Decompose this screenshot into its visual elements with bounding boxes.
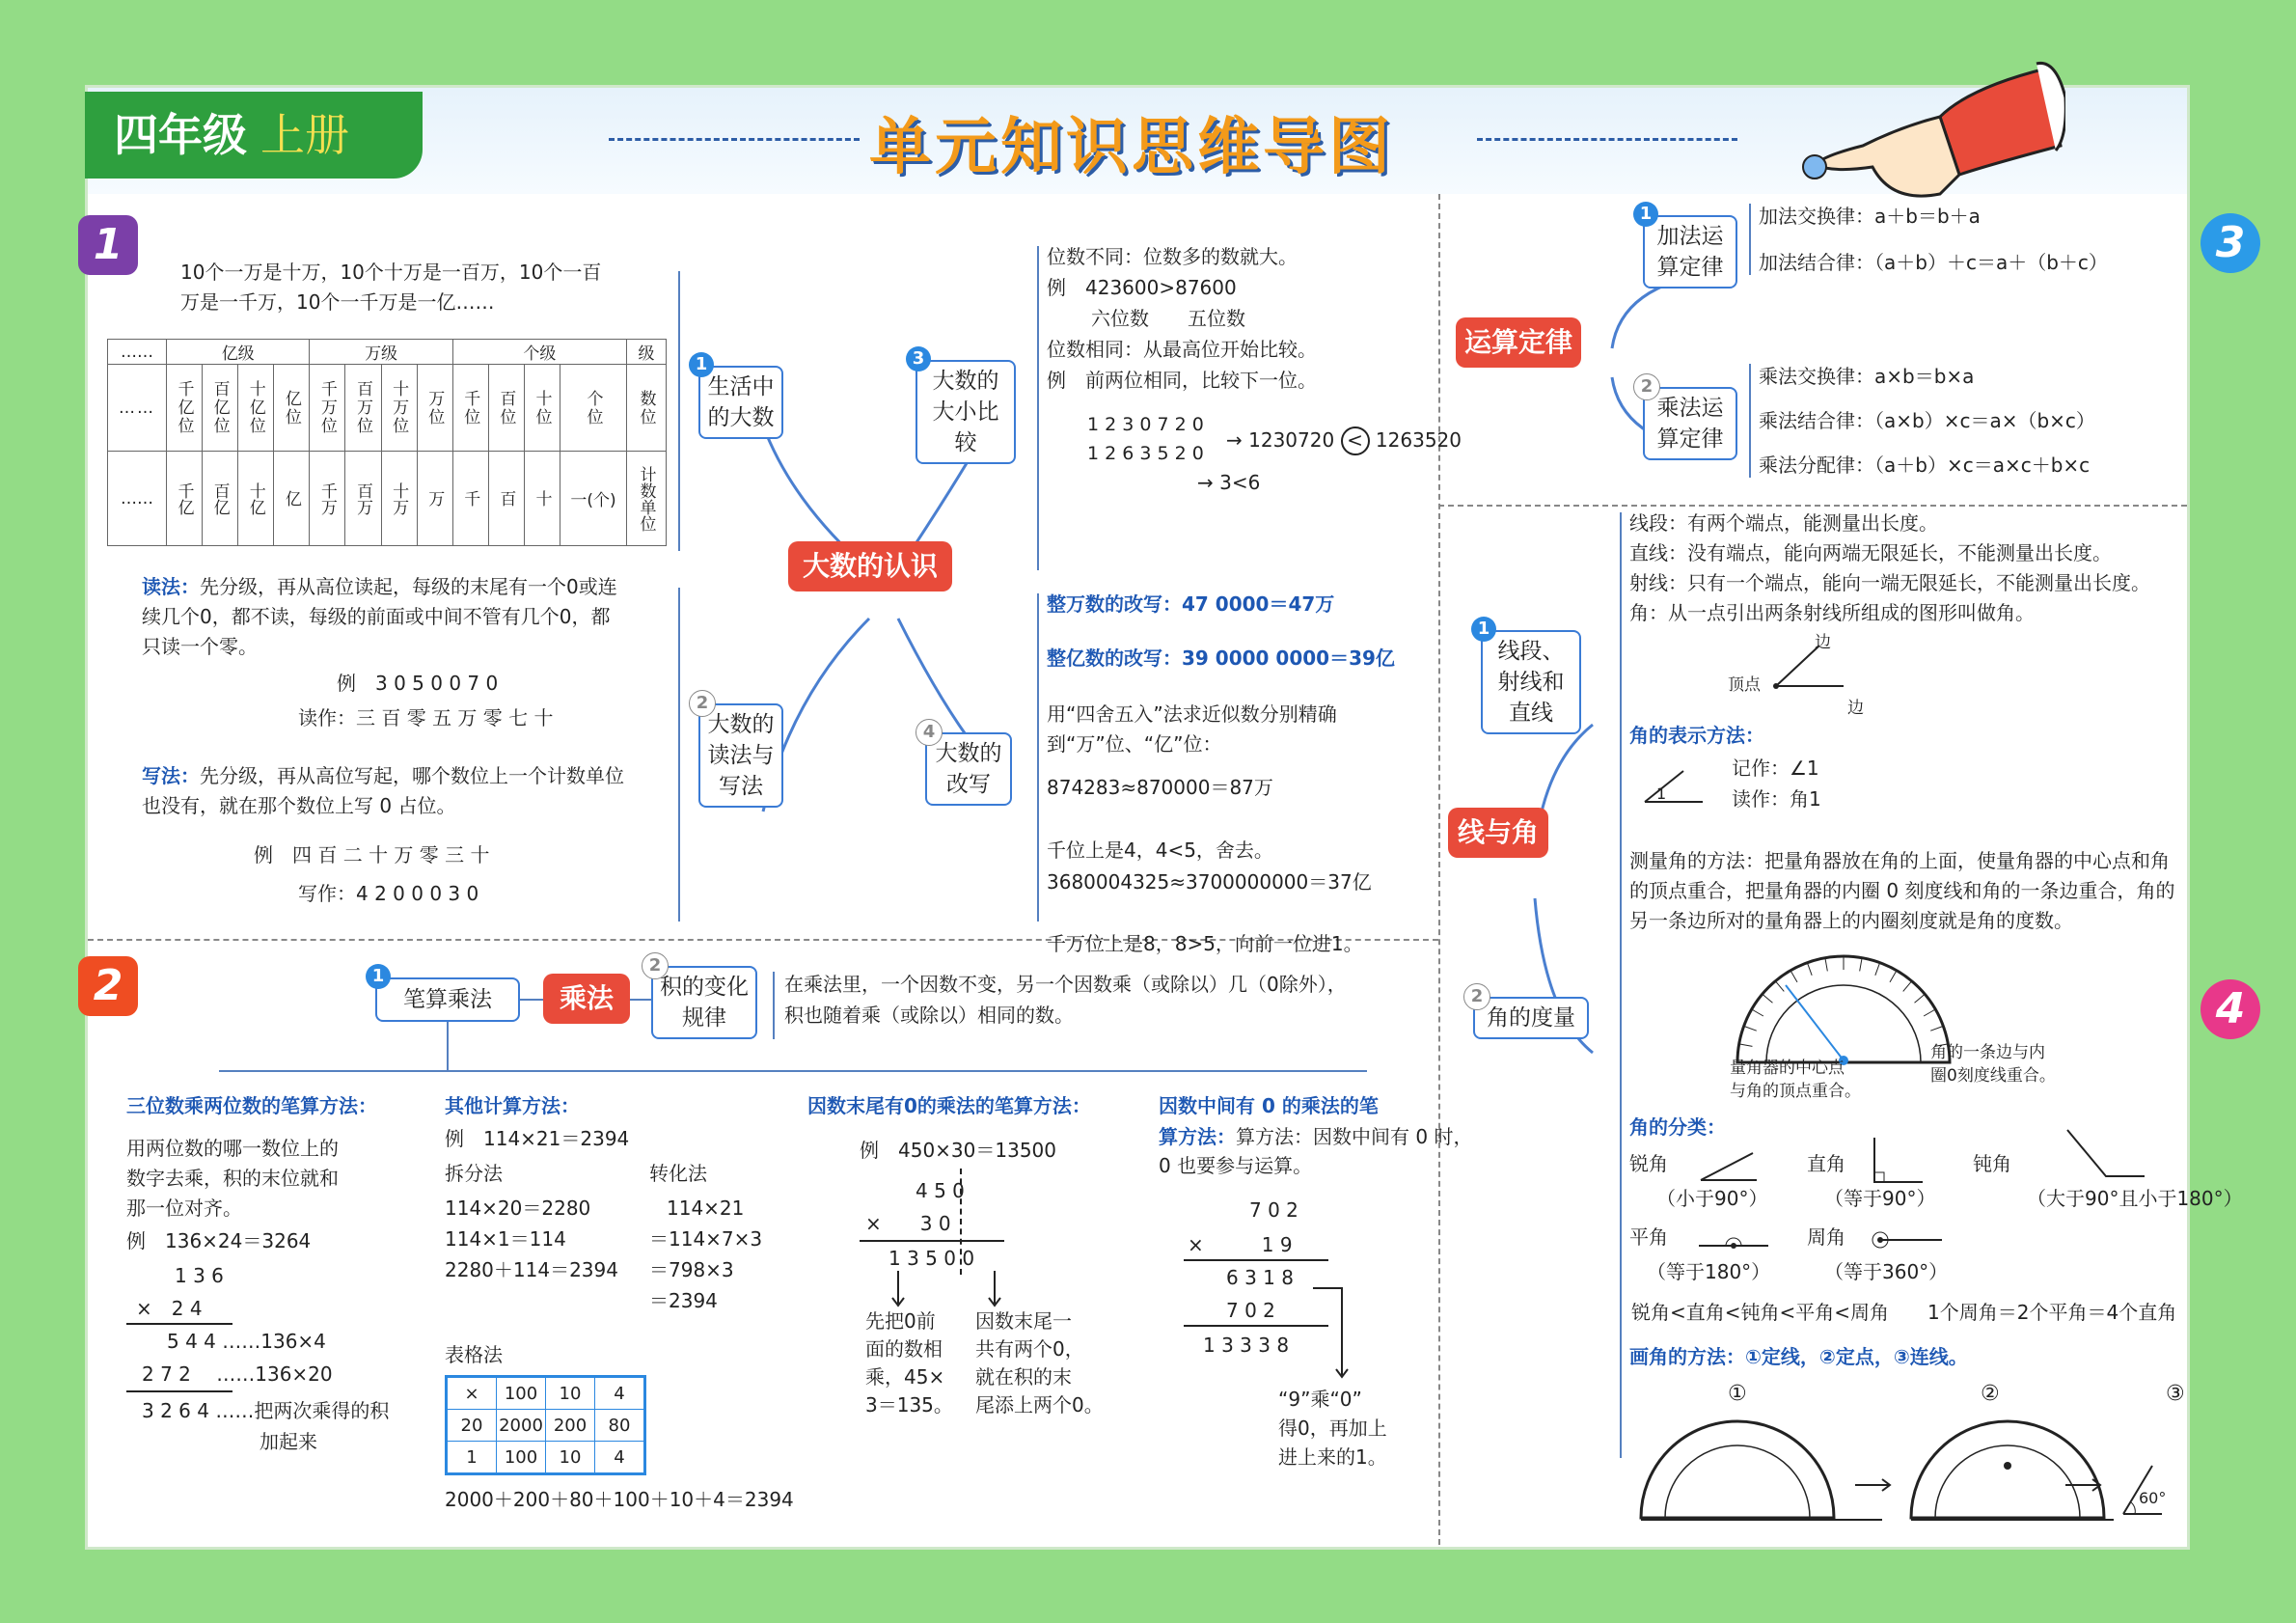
write-text: 先分级，再从高位写起，哪个数位上一个计数单位 xyxy=(200,764,624,787)
table-cell: 万位 xyxy=(417,365,452,452)
acute-angle-icon xyxy=(1695,1147,1763,1186)
right-angle-icon xyxy=(1869,1134,1927,1188)
dashed-guide xyxy=(960,1169,962,1275)
label-side-1: 边 xyxy=(1815,633,1831,652)
digit-compare: 3<6 xyxy=(1219,471,1261,494)
node-label: 大数的改写 xyxy=(935,741,1002,797)
compare-line3: 六位数 五位数 xyxy=(1091,307,1245,330)
def-ray: 射线：只有一个端点，能向一端无限延长，不能测量出长度。 xyxy=(1629,571,2150,594)
u1-write-line1 xyxy=(142,761,624,791)
m3-note1 xyxy=(865,1307,953,1419)
compare-line2: 例 423600>87600 xyxy=(1047,276,1237,299)
m4-line1 xyxy=(1159,1122,1472,1152)
note-line: 先把0前 xyxy=(865,1309,936,1333)
m4-note2: 得0，再加上 xyxy=(1278,1417,1387,1440)
bracket-line xyxy=(1749,204,1751,275)
note-line: 与角的顶点重合。 xyxy=(1730,1082,1861,1101)
table-cell: 十万 xyxy=(381,452,417,546)
table-cell: 个位 xyxy=(560,365,627,452)
law-mul-associative: 乘法结合律：（a×b）×c＝a×（b×c） xyxy=(1759,409,2095,432)
m2-split-1: 114×20＝2280 xyxy=(445,1197,591,1220)
connector xyxy=(219,1070,1367,1072)
table-cell: 一(个) xyxy=(560,452,627,546)
connector xyxy=(447,1022,449,1070)
table-cell: …… xyxy=(108,340,167,365)
node-label: 积的变化规律 xyxy=(660,975,749,1031)
bracket-line xyxy=(1037,246,1039,570)
title-dash-right xyxy=(1477,138,1737,141)
notation-title: 角的表示方法： xyxy=(1629,724,1764,747)
m1-row2: × 2 4 xyxy=(136,1297,203,1320)
label-side-2: 边 xyxy=(1847,699,1864,718)
table-cell: 1 xyxy=(447,1442,497,1474)
pointing-hand-icon xyxy=(1795,59,2065,223)
note-line: 角的一条边与内 xyxy=(1930,1043,2045,1062)
m1-row6: 加起来 xyxy=(260,1430,317,1453)
m3-row1: 4 5 0 xyxy=(916,1179,965,1202)
compare-num2: 1 2 6 3 5 2 0 xyxy=(1087,443,1204,464)
m3-title: 因数末尾有0的乘法的笔算方法： xyxy=(807,1094,1091,1117)
divider-vertical xyxy=(1438,194,1440,1545)
divider-right xyxy=(1438,505,2187,507)
node-read-write xyxy=(696,693,783,808)
compare-digit-result: → 3<6 xyxy=(1197,471,1261,494)
table-cell: 4 xyxy=(595,1377,645,1410)
node-everyday-large-numbers xyxy=(695,354,783,439)
round-angle-icon xyxy=(1869,1223,1946,1255)
node-number-badge: 2 xyxy=(642,952,669,979)
compare-line4: 位数相同：从最高位开始比较。 xyxy=(1047,338,1317,361)
m1-title: 三位数乘两位数的笔算方法： xyxy=(126,1094,377,1117)
m4-line2: 0 也要参与运算。 xyxy=(1159,1154,1313,1177)
compare-line1: 位数不同：位数多的数就大。 xyxy=(1047,245,1298,268)
table-cell: 千万位 xyxy=(310,365,345,452)
m4-note1: “9”乘“0” xyxy=(1278,1388,1362,1411)
u1-write-example: 例 四 百 二 十 万 零 三 十 xyxy=(254,843,490,867)
read-text: 先分级，再从高位读起，每级的末尾有一个0或连 xyxy=(200,575,617,598)
note-line: 量角器的中心点 xyxy=(1730,1059,1845,1078)
table-cell: 计数单位 xyxy=(627,452,667,546)
node-label: 笔算乘法 xyxy=(403,987,492,1012)
u1-read-example: 例 3 0 5 0 0 7 0 xyxy=(337,672,499,695)
node-label: 角的度量 xyxy=(1487,1005,1575,1031)
bracket-line xyxy=(1749,364,1751,478)
step-3: ③ xyxy=(2166,1382,2185,1406)
table-cell: 十万位 xyxy=(381,365,417,452)
table-cell: 百万位 xyxy=(345,365,381,452)
node-compare xyxy=(912,348,1016,464)
rewrite-line3: 用“四舍五入”法求近似数分别精确 xyxy=(1047,702,1337,726)
obtuse-angle-icon xyxy=(2062,1124,2148,1182)
u1-intro-line2: 万是一千万，10个一千万是一亿…… xyxy=(180,290,495,314)
table-cell: 100 xyxy=(497,1442,546,1474)
m4-row5: 1 3 3 3 8 xyxy=(1203,1334,1290,1357)
m2-sum: 2000＋200＋80＋100＋10＋4＝2394 xyxy=(445,1488,794,1511)
table-cell: 10 xyxy=(546,1377,595,1410)
straight-desc: （等于180°） xyxy=(1647,1260,1771,1283)
rewrite-line2: 整亿数的改写：39 0000 0000＝39亿 xyxy=(1047,646,1395,670)
table-cell: 百亿位 xyxy=(203,365,238,452)
m3-arrows xyxy=(879,1271,1014,1309)
title-dash-left xyxy=(609,138,860,141)
table-cell: 十亿 xyxy=(238,452,274,546)
rewrite-line6: 千位上是4，4<5，舍去。 xyxy=(1047,839,1273,862)
table-cell: 千 xyxy=(452,452,488,546)
table-cell: 千位 xyxy=(452,365,488,452)
place-value-table xyxy=(107,339,667,546)
table-cell: 百位 xyxy=(488,365,524,452)
m2-convert-3: ＝798×3 xyxy=(649,1258,734,1281)
table-cell: 千亿 xyxy=(167,452,203,546)
connector xyxy=(520,999,543,1001)
m4-row3: 6 3 1 8 xyxy=(1226,1266,1294,1289)
u1-read-result: 读作：三 百 零 五 万 零 七 十 xyxy=(298,706,554,729)
rule-line xyxy=(126,1390,232,1392)
write-label: 写法： xyxy=(142,764,200,787)
draw-method: 画角的方法：①定线，②定点，③连线。 xyxy=(1629,1345,1968,1368)
table-row xyxy=(108,452,667,546)
node-angle-measure xyxy=(1470,986,1589,1039)
compare-result-left: → 1230720 < 1263520 xyxy=(1226,426,1462,455)
compare-line5: 例 前两位相同，比较下一位。 xyxy=(1047,369,1317,392)
table-cell: 4 xyxy=(595,1442,645,1474)
node-number-badge: 1 xyxy=(1471,617,1496,642)
m2-convert-2: ＝114×7×3 xyxy=(649,1227,763,1251)
node-written-multiplication xyxy=(371,966,520,1022)
m1-row4: 2 7 2 ……136×20 xyxy=(142,1362,333,1386)
m4-title: 因数中间有 0 的乘法的笔 xyxy=(1159,1094,1379,1117)
bracket-line xyxy=(1620,850,1622,1458)
node-label: 生活中的大数 xyxy=(707,374,775,430)
note-line: 3＝135。 xyxy=(865,1393,953,1417)
m2-convert-1: 114×21 xyxy=(667,1197,745,1220)
m3-example: 例 450×30＝13500 xyxy=(860,1139,1057,1162)
rule-line xyxy=(1184,1259,1328,1261)
label-vertex: 顶点 xyxy=(1728,675,1761,695)
table-cell: 千万 xyxy=(310,452,345,546)
round-label: 周角 xyxy=(1807,1225,1845,1249)
acute-label: 锐角 xyxy=(1629,1152,1668,1175)
angle-one-diagram xyxy=(1635,763,1712,812)
compare-num1: 1 2 3 0 7 2 0 xyxy=(1087,414,1204,435)
unit-badge-3: 3 xyxy=(2200,213,2260,273)
m4-row2: × 1 9 xyxy=(1188,1233,1293,1256)
node-label: 加法运算定律 xyxy=(1656,224,1724,280)
node-number-badge: 1 xyxy=(366,964,391,989)
classify-title: 角的分类： xyxy=(1629,1115,1726,1139)
step-2: ② xyxy=(1981,1382,2000,1406)
u1-read-line2: 续几个0，都不读，每级的前面或中间不管有几个0，都 xyxy=(142,605,611,628)
acute-desc: （小于90°） xyxy=(1656,1187,1768,1210)
m4-arrow xyxy=(1284,1284,1361,1381)
table-cell: 百万 xyxy=(345,452,381,546)
table-cell: 级 xyxy=(627,340,667,365)
table-cell: 亿级 xyxy=(167,340,310,365)
protractor-note2 xyxy=(1930,1041,2056,1087)
u1-intro-line1: 10个一万是十万，10个十万是一百万，10个一百 xyxy=(180,261,602,284)
volume-label: 上册 xyxy=(260,109,349,161)
angle-one-label: 1 xyxy=(1656,784,1667,803)
round-desc: （等于360°） xyxy=(1824,1260,1949,1283)
law-add-associative: 加法结合律：（a＋b）＋c＝a＋（b＋c） xyxy=(1759,251,2108,274)
measure-line1: 测量角的方法：把量角器放在角的上面，使量角器的中心点和角 xyxy=(1629,849,2170,872)
angle-order: 锐角<直角<钝角<平角<周角 1个周角＝2个平角＝4个直角 xyxy=(1631,1301,2177,1324)
m2-split-2: 114×1＝114 xyxy=(445,1227,566,1251)
node-lines xyxy=(1477,619,1581,734)
node-number-badge: 1 xyxy=(1633,202,1658,227)
table-cell: 80 xyxy=(595,1410,645,1442)
straight-label: 平角 xyxy=(1629,1225,1668,1249)
m2-title: 其他计算方法： xyxy=(445,1094,580,1117)
node-label: 大数的大小比较 xyxy=(932,369,999,455)
grid-method-table xyxy=(445,1375,646,1475)
unit-badge-1: 1 xyxy=(78,215,138,275)
rewrite-line1: 整万数的改写：47 0000＝47万 xyxy=(1047,592,1335,616)
rewrite-line7: 3680004325≈3700000000＝37亿 xyxy=(1047,870,1372,894)
table-cell: 10 xyxy=(546,1442,595,1474)
law-add-commutative: 加法交换律：a＋b＝b＋a xyxy=(1759,205,1981,228)
table-cell: 十 xyxy=(524,452,560,546)
u3-hub: 运算定律 xyxy=(1456,317,1581,368)
m3-note2 xyxy=(975,1307,1104,1419)
m1-row3: 5 4 4 ……136×4 xyxy=(167,1330,326,1353)
rewrite-line4: 到“万”位、“亿”位： xyxy=(1047,732,1222,756)
table-row xyxy=(108,365,667,452)
grade-tab xyxy=(85,92,423,179)
straight-angle-icon xyxy=(1695,1223,1772,1255)
obtuse-desc: （大于90°且小于180°） xyxy=(2027,1187,2243,1210)
rule-line xyxy=(126,1323,232,1325)
table-cell: 100 xyxy=(497,1377,546,1410)
result-a: 1230720 xyxy=(1248,428,1335,452)
write-as: 记作：∠1 xyxy=(1732,756,1819,780)
table-cell: 亿 xyxy=(274,452,310,546)
node-number-badge: 4 xyxy=(916,719,943,746)
m1-line1: 用两位数的哪一数位上的 xyxy=(126,1137,339,1160)
note-line: 乘，45× xyxy=(865,1365,945,1389)
bracket-line xyxy=(773,972,775,1039)
m2-split-3: 2280＋114＝2394 xyxy=(445,1258,618,1281)
def-segment xyxy=(1629,509,1938,538)
node-multiplication-laws xyxy=(1640,376,1737,460)
note-line: 面的数相 xyxy=(865,1337,943,1361)
angle-diagram xyxy=(1747,638,1863,715)
table-cell: 十位 xyxy=(524,365,560,452)
node-label: 线段、射线和直线 xyxy=(1497,639,1565,726)
result-b: 1263520 xyxy=(1375,428,1462,452)
right-desc: （等于90°） xyxy=(1824,1187,1936,1210)
node-number-badge: 3 xyxy=(906,346,931,371)
table-cell: 个级 xyxy=(452,340,626,365)
less-than-icon: < xyxy=(1341,426,1370,455)
u1-read-line1 xyxy=(142,572,617,602)
table-cell: × xyxy=(447,1377,497,1410)
m2-split-heading: 拆分法 xyxy=(445,1162,503,1185)
bracket-line xyxy=(1037,593,1039,922)
m4-row1: 7 0 2 xyxy=(1249,1198,1298,1222)
table-cell: 千亿位 xyxy=(167,365,203,452)
table-cell: 20 xyxy=(447,1410,497,1442)
product-rule-line2: 积也随着乘（或除以）相同的数。 xyxy=(784,1004,1074,1027)
rewrite-line5: 874283≈870000＝87万 xyxy=(1047,776,1273,799)
m1-row5: 3 2 6 4 ……把两次乘得的积 xyxy=(142,1399,390,1422)
right-label: 直角 xyxy=(1807,1152,1845,1175)
m4-line1-text: 算方法：因数中间有 0 时， xyxy=(1236,1125,1473,1148)
note-line: 尾添上两个0。 xyxy=(975,1393,1104,1417)
unit-badge-4: 4 xyxy=(2200,979,2260,1039)
u2-hub: 乘法 xyxy=(543,974,630,1024)
m2-table-heading: 表格法 xyxy=(445,1343,503,1366)
mindmap-sheet xyxy=(85,85,2246,1550)
def-text: 线段：有两个端点，能测量出长度。 xyxy=(1629,511,1938,535)
connector xyxy=(630,999,651,1001)
node-number-badge: 2 xyxy=(1463,983,1490,1010)
angle-60-label: 60° xyxy=(2139,1489,2167,1507)
table-cell: 200 xyxy=(546,1410,595,1442)
u1-write-line2: 也没有，就在那个数位上写 0 占位。 xyxy=(142,794,456,817)
measure-line2: 的顶点重合，把量角器的内圈 0 刻度线和角的一条边重合，角的 xyxy=(1629,879,2175,902)
table-cell: 十亿位 xyxy=(238,365,274,452)
m1-example: 例 136×24＝3264 xyxy=(126,1229,312,1252)
table-cell: 数位 xyxy=(627,365,667,452)
m3-row2: × 3 0 xyxy=(865,1212,951,1235)
note-line: 圈0刻度线重合。 xyxy=(1930,1066,2056,1086)
def-angle: 角：从一点引出两条射线所组成的图形叫做角。 xyxy=(1629,601,2035,624)
node-label: 大数的读法与写法 xyxy=(707,712,775,799)
protractor-icon xyxy=(1728,947,1959,1072)
law-mul-commutative: 乘法交换律：a×b＝b×a xyxy=(1759,365,1975,388)
table-cell: 百 xyxy=(488,452,524,546)
law-mul-distributive: 乘法分配律：（a＋b）×c＝a×c＋b×c xyxy=(1759,454,2091,477)
node-number-badge: 1 xyxy=(689,352,714,377)
step-1: ① xyxy=(1728,1382,1747,1406)
m4-note3: 进上来的1。 xyxy=(1278,1445,1387,1469)
m2-convert-4: ＝2394 xyxy=(649,1289,718,1312)
u1-read-line3: 只读一个零。 xyxy=(142,635,258,658)
table-row xyxy=(108,340,667,365)
note-line: 就在积的末 xyxy=(975,1365,1072,1389)
m1-line3: 那一位对齐。 xyxy=(126,1197,242,1220)
rewrite-line8: 千万位上是8，8>5，向前一位进1。 xyxy=(1047,932,1363,955)
note-line: 因数末尾一 xyxy=(975,1309,1072,1333)
table-cell: 万级 xyxy=(310,340,452,365)
node-number-badge: 2 xyxy=(689,690,716,717)
table-cell: 2000 xyxy=(497,1410,546,1442)
node-rewrite xyxy=(922,722,1012,806)
bracket-line xyxy=(1620,512,1622,860)
page-title: 单元知识思维导图 xyxy=(869,112,1394,183)
m4-label: 算方法： xyxy=(1159,1125,1236,1148)
table-cell: 万 xyxy=(417,452,452,546)
table-row xyxy=(447,1442,645,1474)
read-as: 读作：角1 xyxy=(1732,787,1821,811)
def-line: 直线：没有端点，能向两端无限延长，不能测量出长度。 xyxy=(1629,541,2112,564)
m4-row4: 7 0 2 xyxy=(1226,1299,1275,1322)
measure-line3: 另一条边所对的量角器上的内圈刻度就是角的度数。 xyxy=(1629,909,2073,932)
table-cell: …… xyxy=(108,365,167,452)
node-number-badge: 2 xyxy=(1633,373,1660,400)
node-label: 乘法运算定律 xyxy=(1656,396,1724,452)
u4-hub: 线与角 xyxy=(1448,808,1548,858)
protractor-note1 xyxy=(1730,1057,1861,1103)
node-addition-laws xyxy=(1639,204,1737,289)
m2-convert-heading: 转化法 xyxy=(649,1162,707,1185)
node-product-rule xyxy=(648,955,757,1039)
table-row xyxy=(447,1377,645,1410)
table-cell: …… xyxy=(108,452,167,546)
m1-line2: 数字去乘，积的末位就和 xyxy=(126,1167,339,1190)
rule-line xyxy=(860,1240,1004,1242)
grade-label: 四年级 xyxy=(114,109,247,161)
m2-example: 例 114×21＝2394 xyxy=(445,1127,630,1150)
u1-hub: 大数的认识 xyxy=(788,541,952,591)
table-cell: 亿位 xyxy=(274,365,310,452)
m1-row1: 1 3 6 xyxy=(175,1264,224,1287)
table-cell: 百亿 xyxy=(203,452,238,546)
m3-row3: 1 3 5 0 0 xyxy=(888,1247,975,1270)
product-rule-line1: 在乘法里，一个因数不变，另一个因数乘（或除以）几（0除外）， xyxy=(784,973,1347,996)
unit-badge-2: 2 xyxy=(78,956,138,1016)
draw-angle-steps xyxy=(1631,1398,2172,1533)
read-label: 读法： xyxy=(142,575,200,598)
u1-write-result: 写作：4 2 0 0 0 3 0 xyxy=(298,882,479,905)
obtuse-label: 钝角 xyxy=(1973,1152,2011,1175)
table-row xyxy=(447,1410,645,1442)
note-line: 共有两个0， xyxy=(975,1337,1084,1361)
